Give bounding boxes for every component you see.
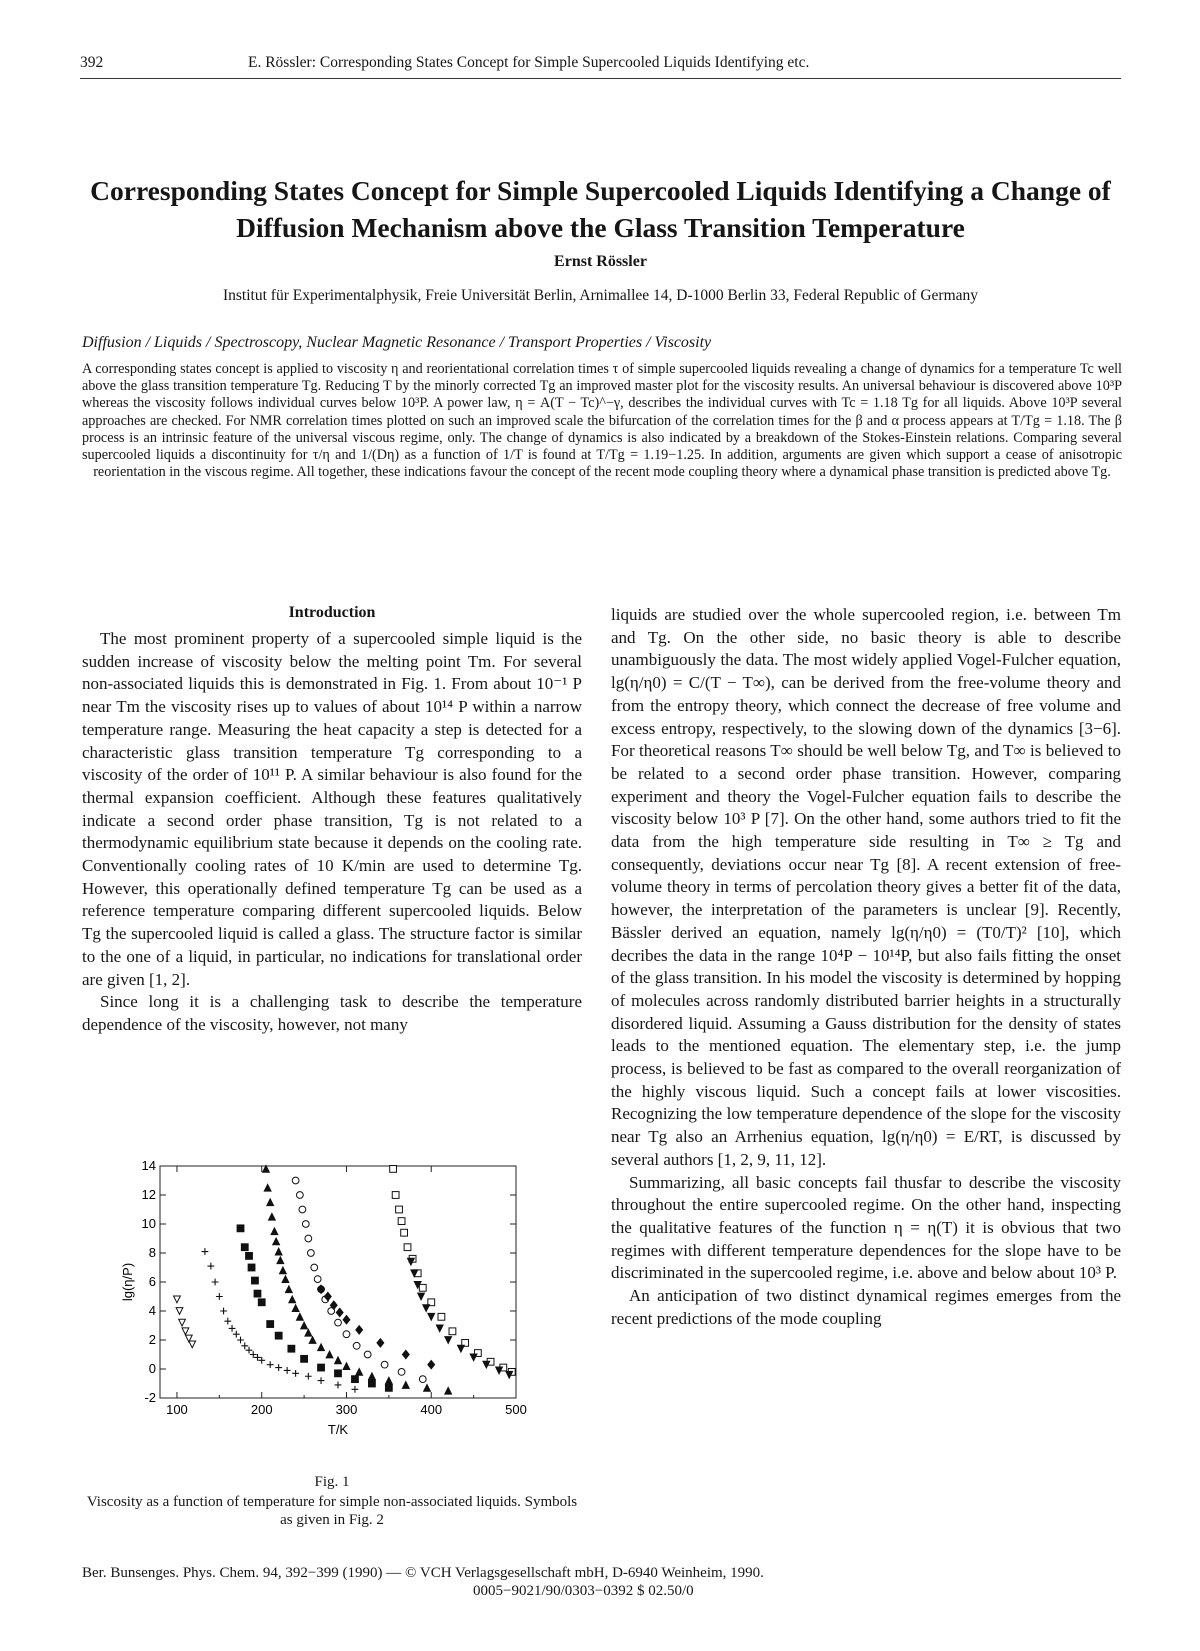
data-point — [241, 1342, 248, 1349]
data-point — [364, 1351, 371, 1358]
y-tick-label: 10 — [141, 1216, 156, 1231]
data-point — [418, 1293, 425, 1300]
data-point — [267, 1199, 274, 1206]
data-point — [335, 1319, 342, 1326]
data-point — [343, 1331, 350, 1338]
abstract: A corresponding states concept is applied to viscosity η and reorientational correlation times τ of simple supercooled liquids revealing a change of dynamics for a temperature Tc well above the glass transition temperature Tg. Reducing T by the minorly corrected Tg an improved master plot for the viscosity results. An universal behaviour is discovered above 10³P whereas the viscosity follows individual curves below 10³P. A power law, η = A(T − Tc)^−γ, describes the individual curves with Tc = 1.18 Tg for all liquids. Above 10³P several approaches are checked. For NMR correlation times plotted on such an improved scale the bifurcation of the correlation times for the β and α process appears at T/Tg = 1.18. The β process is an intrinsic feature of the universal viscous regime, only. The change of dynamics is also indicated by a breakdown of the Stokes-Einstein relations. Comparing several supercooled liquids a discontinuity for τ/η and 1/(Dη) as a function of 1/T is found at T/Tg = 1.19−1.25. In addition, arguments are given which support a cease of anisotropic reorientation in the viscous regime. All together, these indications favour the concept of the recent mode coupling theory where a dynamical phase transition is predicted above Tg. — [82, 361, 1122, 481]
data-point — [280, 1267, 287, 1274]
data-point — [424, 1384, 431, 1391]
paragraph: Since long it is a challenging task to describe the temperature dependence of the viscosity, however, not many — [82, 992, 582, 1034]
data-point — [229, 1325, 236, 1332]
data-point — [301, 1355, 308, 1362]
footer-issn: 0005−9021/90/0303−0392 $ 02.50/0 — [473, 1583, 694, 1599]
figure-label: Fig. 1 — [314, 1474, 350, 1490]
page-number: 392 — [80, 54, 104, 71]
y-tick-label: 12 — [141, 1187, 156, 1202]
data-point — [267, 1361, 274, 1368]
data-point — [402, 1382, 409, 1389]
data-point — [289, 1296, 296, 1303]
y-tick-label: 6 — [148, 1274, 156, 1289]
data-point — [282, 1276, 289, 1283]
data-point — [292, 1305, 299, 1312]
data-point — [207, 1263, 214, 1270]
keywords: Diffusion / Liquids / Spectroscopy, Nuclear Magnetic Resonance / Transport Properties / Viscosity — [82, 334, 712, 351]
data-point — [285, 1286, 292, 1293]
y-tick-label: 0 — [148, 1361, 156, 1376]
data-point — [369, 1373, 376, 1380]
data-point — [385, 1377, 392, 1384]
data-point — [258, 1299, 265, 1306]
data-point — [284, 1367, 291, 1374]
y-tick-label: -2 — [144, 1390, 156, 1405]
data-point — [237, 1337, 244, 1344]
data-point — [396, 1206, 403, 1213]
running-title: E. Rössler: Corresponding States Concept for Simple Supercooled Liquids Identifying etc. — [248, 54, 810, 71]
data-point — [470, 1354, 477, 1361]
data-point — [246, 1347, 253, 1354]
data-point — [398, 1218, 405, 1225]
data-point — [352, 1386, 359, 1393]
x-tick-label: 400 — [420, 1402, 443, 1417]
data-point — [356, 1369, 363, 1376]
data-point — [401, 1229, 408, 1236]
viscosity-plot — [120, 1158, 560, 1448]
data-point — [428, 1313, 435, 1320]
data-point — [254, 1290, 261, 1297]
data-point — [216, 1293, 223, 1300]
data-point — [292, 1370, 299, 1377]
paper-title: Corresponding States Concept for Simple Supercooled Liquids Identifying a Change of Diffusion Mechanism above the Glass Transition Temperature — [90, 175, 1111, 243]
figure-1-chart — [120, 1158, 560, 1448]
data-point — [356, 1326, 363, 1334]
data-point — [428, 1360, 435, 1368]
data-point — [445, 1337, 452, 1344]
data-point — [174, 1296, 181, 1303]
data-point — [392, 1192, 399, 1199]
affiliation: Institut für Experimentalphysik, Freie Universität Berlin, Arnimallee 14, D-1000 Berlin 33, Federal Republic of Germany — [222, 287, 979, 304]
data-point — [301, 1322, 308, 1329]
data-point — [377, 1339, 384, 1347]
data-point — [263, 1166, 270, 1173]
author-name: Ernst Rössler — [554, 253, 647, 270]
data-point — [419, 1284, 426, 1291]
data-point — [299, 1206, 306, 1213]
data-point — [277, 1257, 284, 1264]
data-point — [436, 1325, 443, 1332]
data-point — [176, 1308, 183, 1315]
section-heading-introduction: Introduction — [288, 604, 376, 621]
data-point — [335, 1357, 342, 1364]
y-tick-label: 2 — [148, 1332, 156, 1347]
figure-caption: Viscosity as a function of temperature for simple non-associated liquids. Symbols as given in Fig. 2 — [86, 1494, 578, 1528]
data-point — [220, 1308, 227, 1315]
y-tick-label: 14 — [141, 1158, 156, 1173]
data-point — [252, 1277, 259, 1284]
data-point — [268, 1213, 275, 1220]
data-point — [296, 1313, 303, 1320]
data-point — [318, 1344, 325, 1351]
data-point — [352, 1376, 359, 1383]
x-tick-label: 100 — [166, 1402, 188, 1417]
footer-citation: Ber. Bunsenges. Phys. Chem. 94, 392−399 (1990) — © VCH Verlagsgesellschaft mbH, D-6940 Weinheim, 1990. — [82, 1565, 764, 1581]
data-point — [381, 1361, 388, 1368]
data-point — [241, 1244, 248, 1251]
data-point — [264, 1184, 271, 1191]
data-point — [202, 1248, 209, 1255]
data-point — [248, 1264, 255, 1271]
data-point — [212, 1279, 219, 1286]
data-point — [311, 1264, 318, 1271]
data-point — [385, 1384, 392, 1391]
data-point — [353, 1342, 360, 1349]
x-tick-label: 300 — [335, 1402, 358, 1417]
paragraph: Summarizing, all basic concepts fail thusfar to describe the viscosity throughout the entire supercooled regime. On the other hand, inspecting the qualitative features of the function η = η(T) it is obvious that two regimes with different temperature dependences for the slope have to be discriminated in the supercooled regime, i.e. above and below about 10³ P. — [611, 1172, 1121, 1283]
x-axis-label: T/K — [327, 1422, 349, 1437]
data-point — [445, 1387, 452, 1394]
data-point — [335, 1370, 342, 1377]
data-point — [305, 1373, 312, 1380]
data-point — [302, 1221, 309, 1228]
data-point — [233, 1331, 240, 1338]
data-point — [189, 1341, 196, 1348]
data-point — [246, 1253, 253, 1260]
right-column — [611, 604, 1121, 1331]
data-point — [438, 1313, 445, 1320]
data-point — [271, 1228, 278, 1235]
data-point — [343, 1316, 350, 1324]
data-point — [275, 1248, 282, 1255]
y-tick-label: 4 — [148, 1303, 156, 1318]
data-point — [314, 1276, 321, 1283]
data-point — [309, 1337, 316, 1344]
data-point — [336, 1308, 343, 1316]
left-column — [82, 628, 582, 1037]
data-point — [326, 1351, 333, 1358]
data-point — [307, 1250, 314, 1257]
data-point — [390, 1166, 397, 1173]
data-point — [305, 1329, 312, 1336]
data-point — [458, 1345, 465, 1352]
running-header — [80, 52, 1121, 79]
data-point — [402, 1350, 409, 1358]
data-point — [305, 1235, 312, 1242]
y-tick-label: 8 — [148, 1245, 156, 1260]
data-point — [449, 1328, 456, 1335]
data-point — [224, 1318, 231, 1325]
data-point — [182, 1328, 189, 1335]
paragraph: liquids are studied over the whole supercooled region, i.e. between Tm and Tg. On the other side, no basic theory is able to describe unambiguously the data. The most widely applied Vogel-Fulcher equation, lg(η/η0) = C/(T − T∞), can be derived from the free-volume theory and from the entropy theory, which connect the decrease of free volume and excess entropy, respectively, to the slowing down of the dynamics [3−6]. For theoretical reasons T∞ should be well below Tg, and T∞ is believed to be related to a second order phase transition. However, comparing experiment and theory the Vogel-Fulcher equation fails to describe the viscosity below 10³ P [7]. On the other hand, some authors tried to fit the data from the high temperature side resulting in T∞ ≥ Tg and consequently, deviations occur near Tg [8]. A recent extension of free-volume theory in terms of percolation theory gives a better fit of the data, however, the interpretation of the parameters is unclear [9]. Recently, Bässler derived an equation, namely lg(η/η0) = (T0/T)² [10], which decribes the data in the range 10⁴P − 10¹⁴P, but also fails fitting the onset of the glass transition. In his model the viscosity is determined by hopping of molecules across randomly distributed barrier heights in a structurally disordered liquid. Assuming a Gauss distribution for the density of states leads to the mentioned equation. The elementary step, i.e. the jump process, is believed to be fast as compared to the overall reorganization of the highly viscous liquid. Such a concept fails at lower viscosities. Recognizing the low temperature dependence of the slope for the viscosity near Tg also an Arrhenius equation, lg(η/η0) = E/RT, is discussed by several authors [1, 2, 9, 11, 12]. — [611, 605, 1121, 1169]
data-point — [404, 1244, 411, 1251]
paragraph: An anticipation of two distinct dynamical regimes emerges from the recent predictions of the mode coupling — [611, 1286, 1121, 1328]
data-point — [419, 1376, 426, 1383]
data-point — [237, 1225, 244, 1232]
data-point — [398, 1369, 405, 1376]
data-point — [296, 1192, 303, 1199]
data-point — [275, 1364, 282, 1371]
x-tick-label: 500 — [505, 1402, 527, 1417]
data-point — [292, 1177, 299, 1184]
data-point — [288, 1345, 295, 1352]
data-point — [369, 1380, 376, 1387]
data-point — [179, 1319, 186, 1326]
page-footer — [82, 1564, 1122, 1600]
data-point — [423, 1305, 430, 1312]
data-point — [275, 1332, 282, 1339]
data-point — [318, 1364, 325, 1371]
y-axis-label: lg(η/P) — [120, 1262, 135, 1302]
data-point — [267, 1321, 274, 1328]
data-point — [343, 1363, 350, 1370]
data-point — [335, 1382, 342, 1389]
data-point — [318, 1377, 325, 1384]
data-point — [273, 1238, 280, 1245]
x-tick-label: 200 — [250, 1402, 273, 1417]
paragraph: The most prominent property of a supercooled simple liquid is the sudden increase of viscosity below the melting point Tm. For several non-associated liquids this is demonstrated in Fig. 1. From about 10⁻¹ P near Tm the viscosity rises up to values of about 10¹⁴ P within a narrow temperature range. Measuring the heat capacity a step is detected for a characteristic glass transition temperature Tg corresponding to a viscosity of the order of 10¹¹ P. A similar behaviour is also found for the thermal expansion coefficient. Although these features qualitatively indicate a second order phase transition, Tg is not related to a thermodynamic equilibrium state because it depends on the cooling rate. Conventionally cooling rates of 10 K/min are used to determine Tg. However, this operationally defined temperature Tg can be used as a reference temperature comparing different supercooled liquids. Below Tg the supercooled liquid is called a glass. The structure factor is similar to the one of a liquid, in particular, no indications for translational order are given [1, 2]. — [82, 629, 582, 989]
